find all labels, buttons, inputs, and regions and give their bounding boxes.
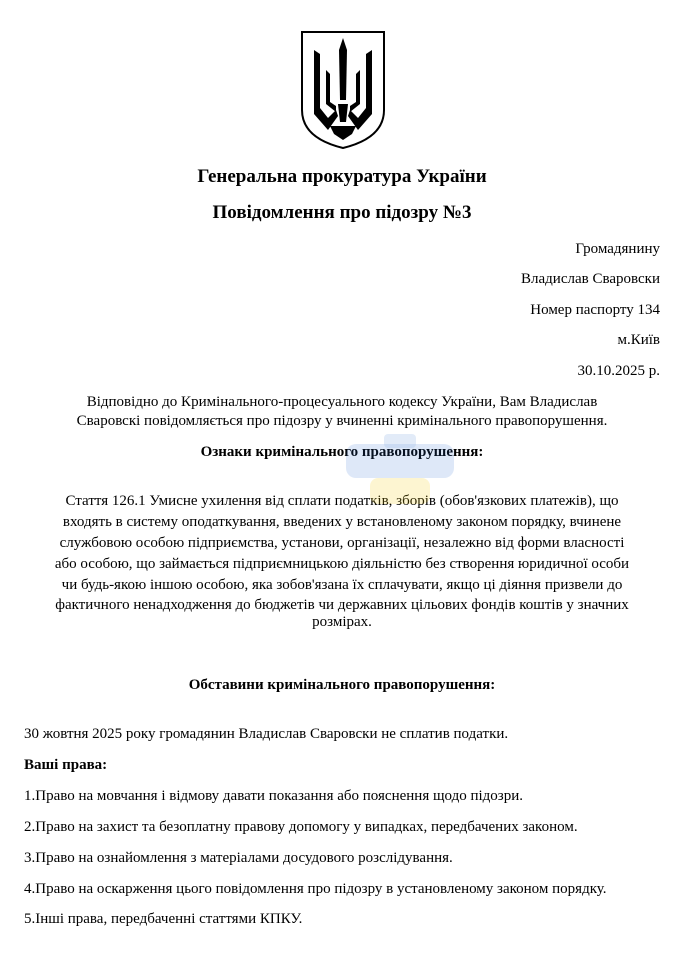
- rights-item: 2.Право на захист та безоплатну правову допомогу у випадках, передбачених законом.: [24, 819, 578, 835]
- rights-item: 3.Право на ознайомлення з матеріалами досудового розслідування.: [24, 850, 453, 866]
- offense-text-line: розмірах.: [312, 614, 372, 630]
- rights-item: 1.Право на мовчання і відмову давати показання або пояснення щодо підозри.: [24, 788, 523, 804]
- offense-text-line: входять в систему оподаткування, введених у встановленому законом порядку, вчинене: [62, 514, 622, 530]
- rights-item: 4.Право на оскарження цього повідомлення про підозру в установленому законом порядку.: [24, 881, 607, 897]
- offense-text-line: фактичного ненадходження до бюджетів чи державних цільових фондів коштів у значних: [55, 597, 629, 613]
- rights-item: 5.Інші права, передбаченні статтями КПКУ.: [24, 911, 303, 927]
- circumstances-heading: Обставини кримінального правопорушення:: [188, 677, 496, 693]
- intro-line-2: Сваровскі повідомляється про підозру у вчиненні кримінального правопорушення.: [76, 413, 608, 429]
- watermark-logo: [340, 430, 460, 520]
- offense-text-line: або особою, що займається підприємницькою діяльністю без створення юридичної особи: [54, 556, 630, 572]
- offense-text-line: чи будь-якою іншою особою, яка зобов'язана їх сплачувати, якщо ці діяння призвели до: [61, 577, 623, 593]
- offense-heading: Ознаки кримінального правопорушення:: [200, 444, 484, 460]
- circumstances-text: 30 жовтня 2025 року громадянин Владислав Сваровски не сплатив податки.: [24, 726, 509, 742]
- document-date: 30.10.2025 р.: [577, 363, 660, 379]
- recipient-label: Громадянину: [575, 241, 660, 257]
- coat-of-arms-emblem: [300, 30, 386, 150]
- offense-text-line: Стаття 126.1 Умисне ухилення від сплати податків, зборів (обов'язкових платежів), що: [65, 493, 619, 509]
- recipient-name: Владислав Сваровски: [521, 271, 660, 287]
- passport-number: Номер паспорту 134: [530, 302, 660, 318]
- organization-title: Генеральна прокуратура України: [197, 166, 487, 187]
- rights-heading: Ваші права:: [24, 757, 108, 773]
- intro-line-1: Відповідно до Кримінального-процесуального кодексу України, Вам Владислав: [86, 394, 598, 410]
- city: м.Київ: [617, 332, 660, 348]
- document-title: Повідомлення про підозру №3: [212, 202, 472, 223]
- offense-text-line: службовою особою підприємства, установи, організації, незалежно від форми власності: [59, 535, 625, 551]
